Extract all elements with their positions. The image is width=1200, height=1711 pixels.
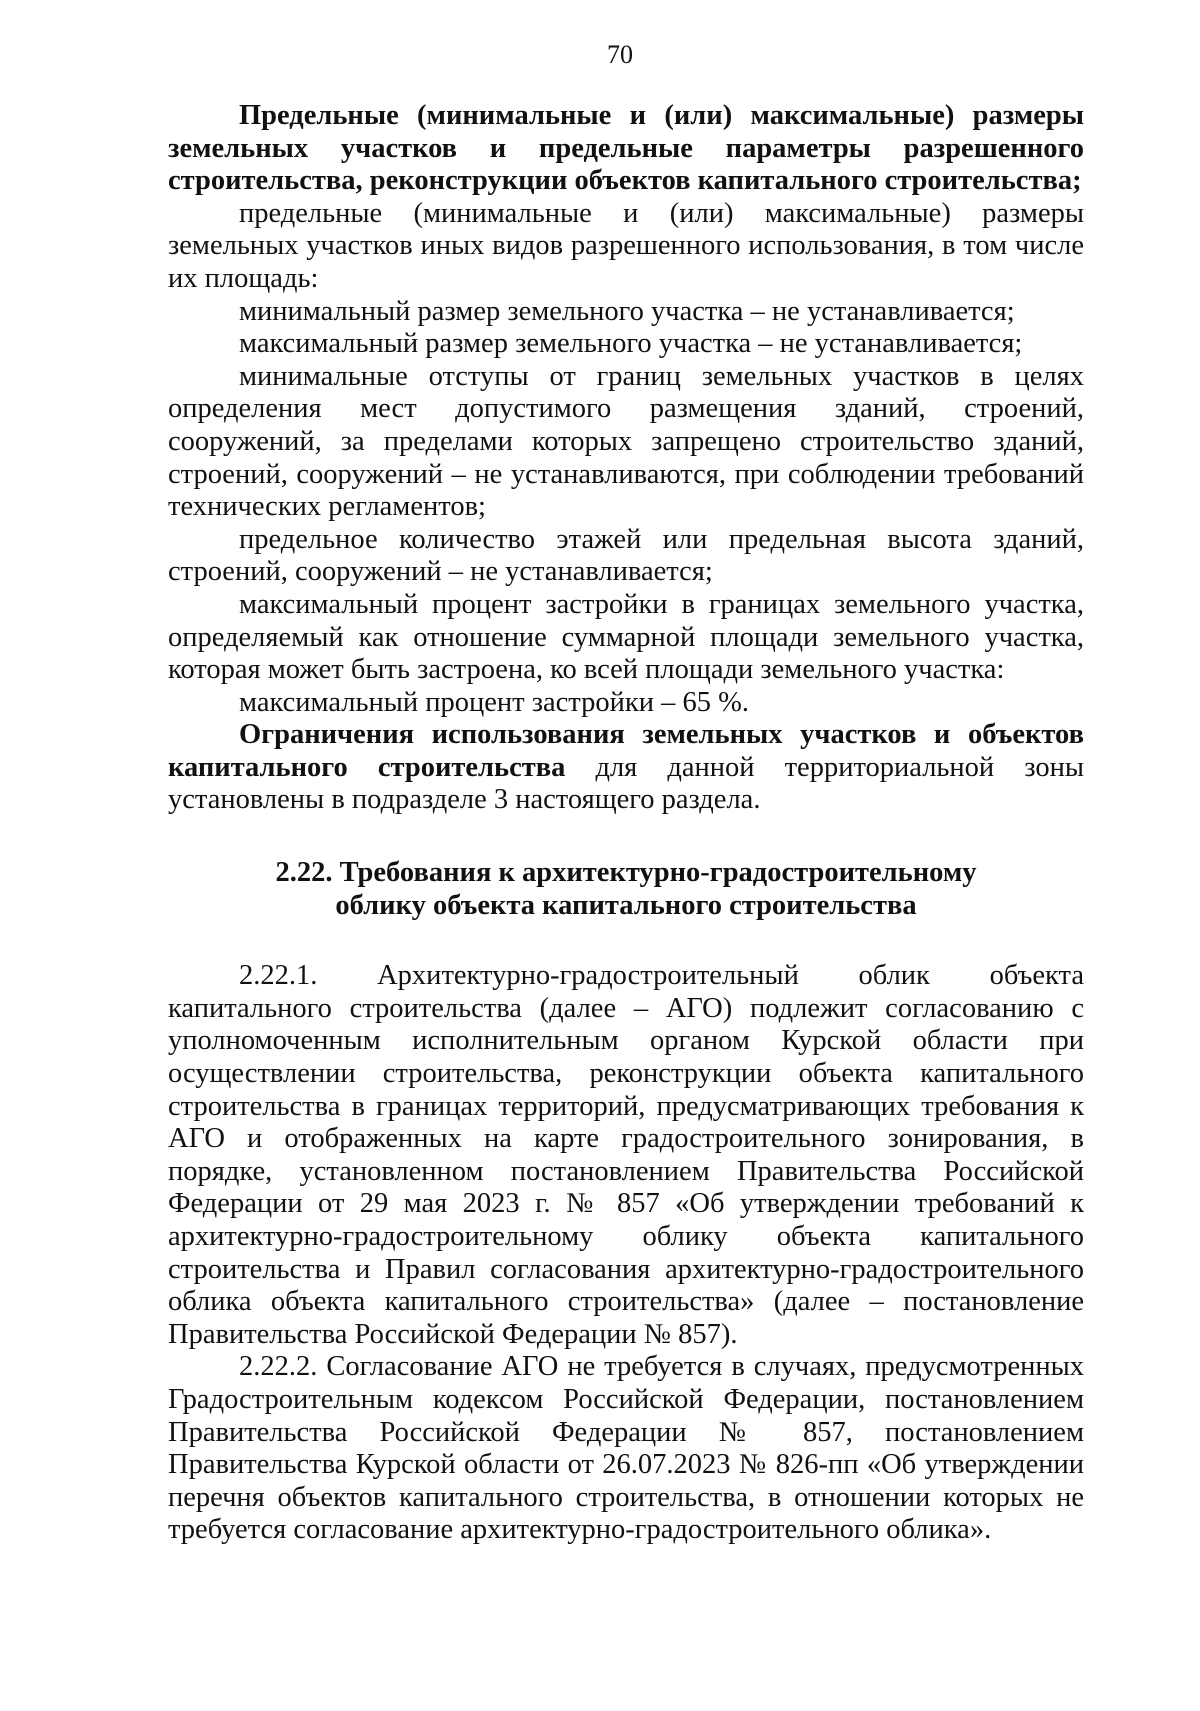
paragraph-restrictions xyxy=(168,719,1084,817)
paragraph-limits-heading xyxy=(168,100,1084,198)
paragraph-2-22-1: 2.22.1. Архитектурно-градостроительный облик объекта капитального строительства (далее – АГО) подлежит согласованию с уполномоченным исполнительным органом Курской области при осуществлении строительства, реконструкции объекта капитального строительства в границах территорий, предусматривающих требования к АГО и отображенных на карте градостроительного зонирования, в порядке, установленном постановлением Правительства Российской Федерации от 29 мая 2023 г. № 857 «Об утверждении требований к архитектурно-градостроительному облику объекта капитального строительства и Правил согласования архитектурно-градостроительного облика объекта капитального строительства» (далее – постановление Правительства Российской Федерации № 857). xyxy=(168,960,1084,1350)
paragraph-max-plot-size: максимальный размер земельного участка – не устанавливается; xyxy=(239,328,1023,360)
paragraph-bold-text: Предельные (минимальные и (или) максимальные) размеры земельных участков и предельные параметры разрешенного строительства, реконструкции объектов капитального строительства; xyxy=(168,100,1084,197)
paragraph-bold-text: Ограничения использования земельных участков и объектов капитального строительства xyxy=(168,719,1084,783)
section-heading-line-1: 2.22. Требования к архитектурно-градостроительному xyxy=(275,857,977,889)
section-heading-line-2: облику объекта капитального строительства xyxy=(335,889,917,921)
spacer xyxy=(168,922,1084,960)
paragraph-min-plot-size: минимальный размер земельного участка – не устанавливается; xyxy=(239,295,1015,327)
page-number: 70 xyxy=(607,40,633,69)
paragraph-max-coverage-definition: максимальный процент застройки в границах земельного участка, определяемый как отношение суммарной площади земельного участка, которая может быть застроена, ко всей площади земельного участка: xyxy=(168,588,1084,686)
spacer xyxy=(168,817,1084,857)
document-body xyxy=(168,100,1084,1547)
paragraph-max-coverage-value: максимальный процент застройки – 65 %. xyxy=(239,686,749,718)
paragraph-regular-text: для данной территориальной зоны установлены в подразделе 3 настоящего раздела. xyxy=(168,751,1084,816)
paragraph-plot-sizes: предельные (минимальные и (или) максимальные) размеры земельных участков иных видов разрешенного использования, в том числе их площадь: xyxy=(168,197,1084,294)
paragraph-min-setbacks: минимальные отступы от границ земельных участков в целях определения мест допустимого размещения зданий, строений, сооружений, за пределами которых запрещено строительство зданий, строений, сооружений – не устанавливаются, при соблюдении требований технических регламентов; xyxy=(168,360,1084,523)
paragraph-floors-limit: предельное количество этажей или предельная высота зданий, строений, сооружений – не устанавливается; xyxy=(168,523,1084,588)
paragraph-2-22-2: 2.22.2. Согласование АГО не требуется в случаях, предусмотренных Градостроительным кодексом Российской Федерации, постановлением Правительства Российской Федерации № 857, постановлением Правительства Курской области от 26.07.2023 № 826-пп «Об утверждении перечня объектов капитального строительства, в отношении которых не требуется согласование архитектурно-градостроительного облика». xyxy=(168,1351,1084,1546)
